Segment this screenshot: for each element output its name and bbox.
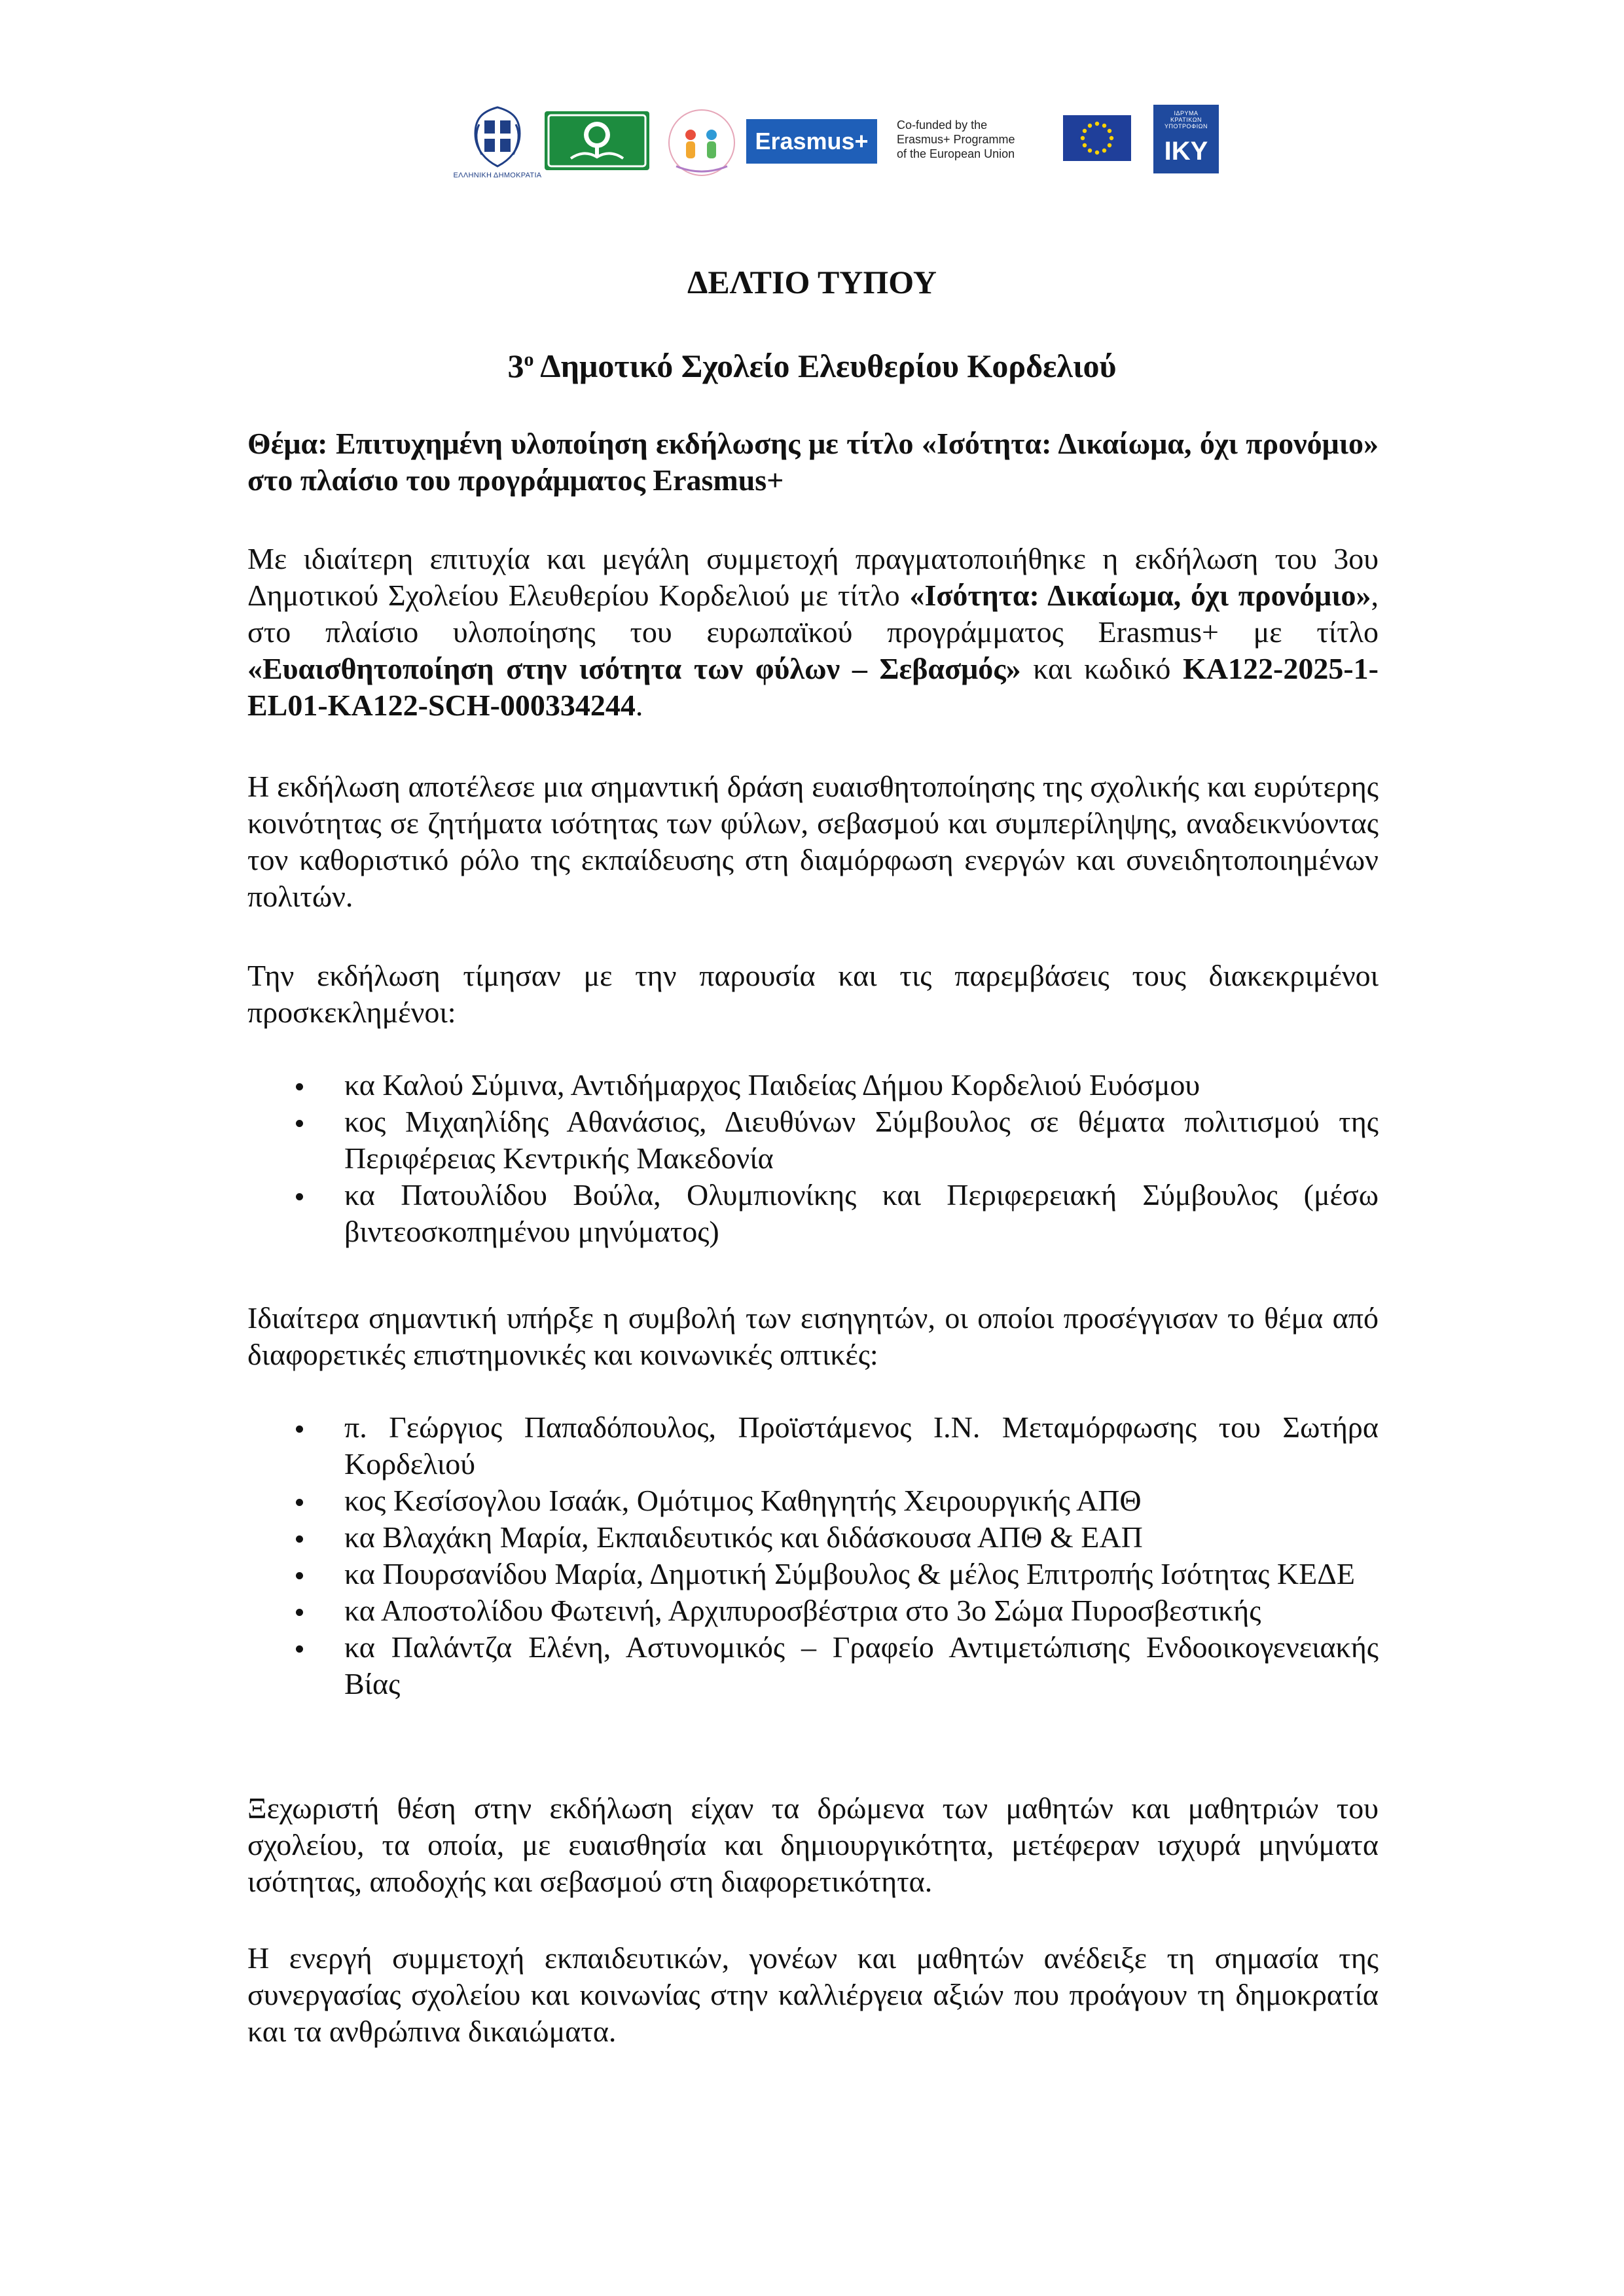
school-name-heading <box>0 347 1624 385</box>
speaker-text: π. Γεώργιος Παπαδόπουλος, Προϊστάμενος Ι.Ν. Μεταμόρφωσης του Σωτήρα Κορδελιού <box>344 1410 1379 1480</box>
bullet-icon <box>296 1609 303 1616</box>
cofunded-line: Co-funded by the <box>897 118 988 132</box>
list-item <box>247 1629 1379 1702</box>
erasmus-plus-logo <box>746 113 877 170</box>
iky-small-line: ΙΔΡΥΜΑ <box>1174 110 1199 117</box>
guest-text: κος Μιχαηλίδης Αθανάσιος, Διευθύνων Σύμβουλος σε θέματα πολιτισμού της Περιφέρειας Κεντρικής Μακεδονία <box>344 1105 1379 1175</box>
cofunded-line: Erasmus+ Programme <box>897 133 1015 146</box>
bullet-icon <box>296 1572 303 1579</box>
page-title: ΔΕΛΤΙΟ ΤΥΠΟΥ <box>687 264 937 300</box>
school-name: Δημοτικό Σχολείο Ελευθερίου Κορδελιού <box>533 348 1117 384</box>
intro-text: . <box>635 689 643 722</box>
program-title: «Ευαισθητοποίηση στην ισότητα των φύλων – Σεβασμός» <box>247 652 1021 685</box>
children-circle-icon <box>664 103 740 181</box>
erasmus-label: Erasmus+ <box>755 128 869 154</box>
list-item <box>247 1177 1379 1250</box>
bullet-icon <box>296 1193 303 1200</box>
speaker-text: κα Πουρσανίδου Μαρία, Δημοτική Σύμβουλος & μέλος Επιτροπής Ισότητας ΚΕΔΕ <box>344 1557 1355 1590</box>
paragraph-speakers-intro: Ιδιαίτερα σημαντική υπήρξε η συμβολή των εισηγητών, οι οποίοι προσέγγισαν το θέμα από διαφορετικές επιστημονικές και κοινωνικές οπτικές: <box>247 1301 1379 1371</box>
list-item <box>247 1067 1379 1103</box>
list-item <box>247 1592 1379 1629</box>
paragraph-impact: Η εκδήλωση αποτέλεσε μια σημαντική δράση ευαισθητοποίησης της σχολικής και ευρύτερης κοινότητας σε ζητήματα ισότητας των φύλων, σεβασμού και συμπερίληψης, αναδεικνύοντας τον καθοριστικό ρόλο της εκπαίδευσης στη διαμόρφωση ενεργών και συνειδητοποιημένων πολιτών. <box>247 770 1379 913</box>
iky-small-line: ΥΠΟΤΡΟΦΙΩΝ <box>1164 123 1208 130</box>
bullet-icon <box>296 1535 303 1543</box>
school-number-suffix: ο <box>524 348 534 370</box>
eco-schools-logo <box>545 111 649 170</box>
speaker-text: κα Παλάντζα Ελένη, Αστυνομικός – Γραφείο Αντιμετώπισης Ενδοοικογενειακής Βίας <box>344 1630 1379 1700</box>
speaker-text: κα Αποστολίδου Φωτεινή, Αρχιπυροσβέστρια στο 3ο Σώμα Πυροσβεστικής <box>344 1594 1261 1627</box>
school-number: 3 <box>507 348 524 384</box>
guest-text: κα Πατουλίδου Βούλα, Ολυμπιονίκης και Περιφερειακή Σύμβουλος (μέσω βιντεοσκοπημένου μηνύματος) <box>344 1178 1379 1248</box>
speaker-text: κος Κεσίσογλου Ισαάκ, Ομότιμος Καθηγητής Χειρουργικής ΑΠΘ <box>344 1484 1142 1517</box>
speakers-list <box>247 1409 1379 1702</box>
bullet-icon <box>296 1083 303 1090</box>
erasmus-plus-icon <box>746 113 877 170</box>
list-item <box>247 1556 1379 1592</box>
paragraph-guests-intro: Την εκδήλωση τίμησαν με την παρουσία και τις παρεμβάσεις τους διακεκριμένοι προσκεκλημένοι: <box>247 959 1379 1029</box>
speaker-text: κα Βλαχάκη Μαρία, Εκπαιδευτικός και διδάσκουσα ΑΠΘ & ΕΑΠ <box>344 1520 1143 1554</box>
eco-schools-tree-icon <box>545 111 649 170</box>
greek-state-emblem-logo <box>452 105 543 187</box>
paragraph-performances: Ξεχωριστή θέση στην εκδήλωση είχαν τα δρώμενα των μαθητών και μαθητριών του σχολείου, τα οποία, με ευαισθησία και δημιουργικότητα, μετέφεραν ισχυρά μηνύματα ισότητας, αποδοχής και σεβασμού στη διαφορετικότητα. <box>247 1791 1379 1898</box>
intro-text: και κωδικό <box>1020 652 1183 685</box>
greek-state-caption: ΕΛΛΗΝΙΚΗ ΔΗΜΟΚΡΑΤΙΑ <box>453 171 542 179</box>
cofunded-line: of the European Union <box>897 147 1015 160</box>
guest-text: κα Καλού Σύμινα, Αντιδήμαρχος Παιδείας Δήμου Κορδελιού Ευόσμου <box>344 1068 1200 1102</box>
guests-list <box>247 1067 1379 1250</box>
event-title: «Ισότητα: Δικαίωμα, όχι προνόμιο» <box>909 579 1371 612</box>
intro-text: , στο πλαίσιο υλοποίησης του ευρωπαϊκού προγράμματος Erasmus+ με τίτλο <box>247 579 1379 649</box>
iky-label: IKY <box>1164 137 1208 166</box>
iky-logo <box>1153 105 1219 173</box>
cofunded-text <box>897 118 1060 161</box>
eu-flag-icon <box>1063 115 1131 161</box>
list-item <box>247 1519 1379 1556</box>
list-item <box>247 1103 1379 1177</box>
bullet-icon <box>296 1645 303 1653</box>
school-project-logo <box>664 103 740 181</box>
list-item <box>247 1482 1379 1519</box>
list-item <box>247 1409 1379 1482</box>
paragraph-closing: Η ενεργή συμμετοχή εκπαιδευτικών, γονέων και μαθητών ανέδειξε τη σημασία της συνεργασίας σχολείου και κοινωνίας στην καλλιέργεια αξιών που προάγουν τη δημοκρατία και τα ανθρώπινα δικαιώματα. <box>247 1941 1379 2048</box>
greek-emblem-icon <box>470 105 525 169</box>
logo-strip <box>0 98 1624 190</box>
iky-small-text <box>1153 105 1219 130</box>
intro-text: Με ιδιαίτερη επιτυχία και μεγάλη συμμετοχή πραγματοποιήθηκε η εκδήλωση του 3ου Δημοτικού Σχολείου Ελευθερίου Κορδελιού με τίτλο <box>247 542 1379 612</box>
intro-paragraph <box>247 541 1379 724</box>
program-code: KA122-2025-1-EL01-KA122-SCH-000334244 <box>247 652 1379 722</box>
subject-line: Θέμα: Επιτυχημένη υλοποίηση εκδήλωσης με τίτλο «Ισότητα: Δικαίωμα, όχι προνόμιο» στο πλαίσιο του προγράμματος Erasmus+ <box>247 427 1379 497</box>
bullet-icon <box>296 1426 303 1433</box>
eu-cofunded-logo <box>897 111 1132 170</box>
bullet-icon <box>296 1499 303 1506</box>
iky-small-line: ΚΡΑΤΙΚΩΝ <box>1170 117 1202 123</box>
bullet-icon <box>296 1120 303 1127</box>
